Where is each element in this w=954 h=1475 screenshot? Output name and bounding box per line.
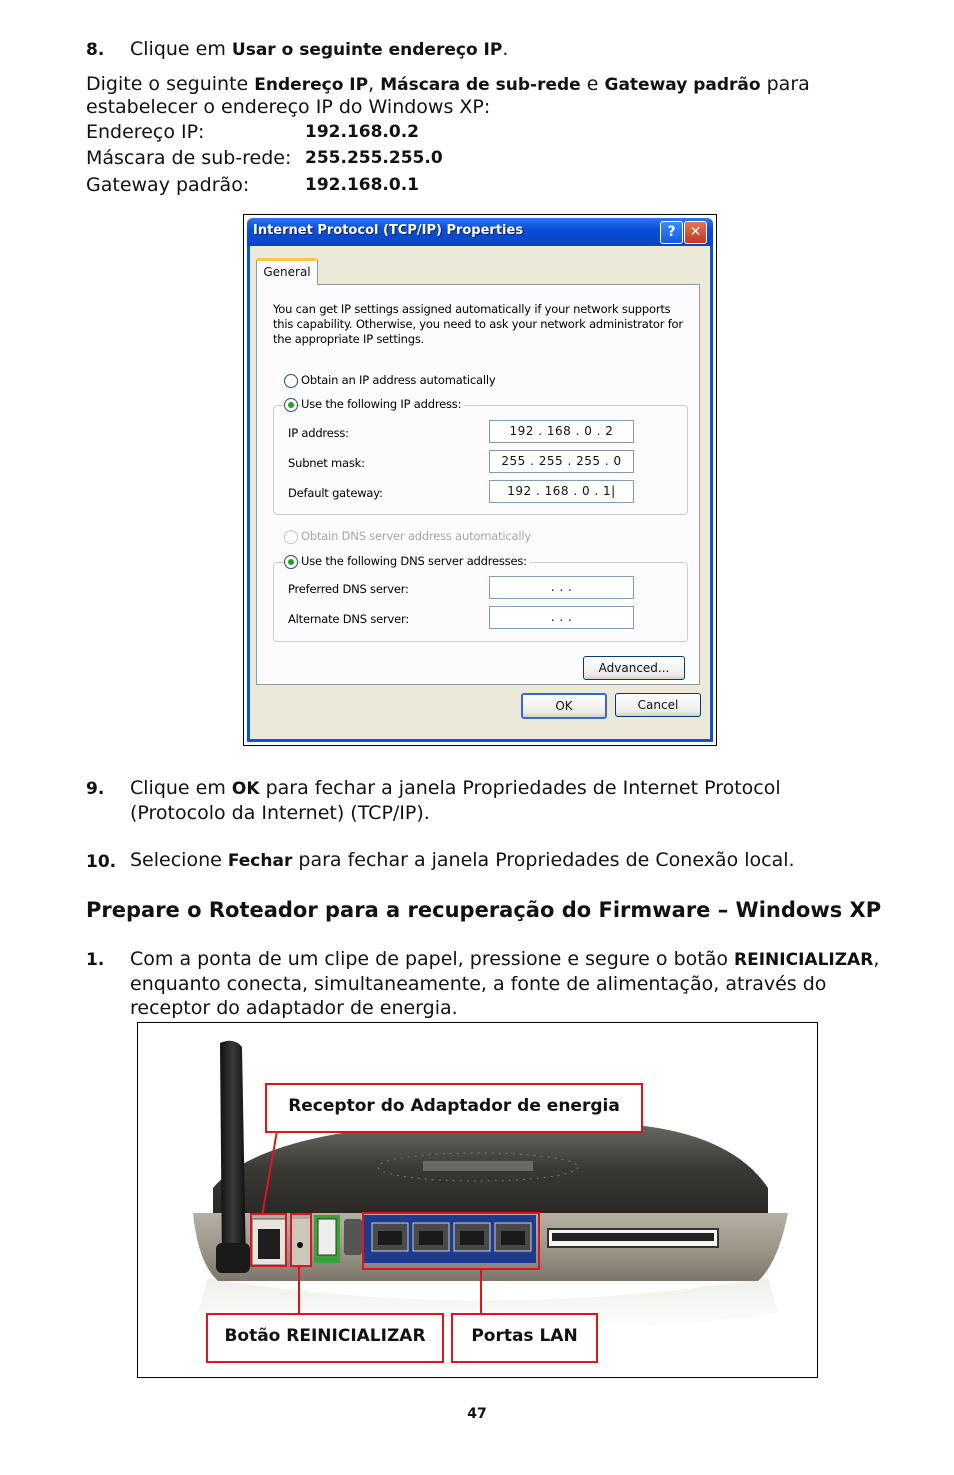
tcpip-dialog [247,218,713,742]
step-bold: REINICIALIZAR [734,950,874,970]
step-number: 10. [86,852,117,872]
intro-text: estabelecer o endereço IP do Windows XP: [86,96,491,118]
highlight-reset [290,1213,312,1267]
settings-value: 192.168.0.2 [305,122,420,142]
alternate-dns-label: Alternate DNS server: [288,612,410,626]
highlight-lan [362,1212,540,1270]
dialog-title: Internet Protocol (TCP/IP) Properties [253,223,524,238]
section-heading: Prepare o Roteador para a recuperação do Firmware – Windows XP [86,898,882,922]
step-bold: Usar o seguinte endereço IP [231,40,503,60]
radio-manual-dns-label: Use the following DNS server addresses: [301,554,530,568]
callout-power-adapter: Receptor do Adaptador de energia [265,1083,643,1133]
router-figure [137,1022,818,1378]
radio-auto-ip-label: Obtain an IP address automatically [301,373,496,387]
ip-address-label: IP address: [288,426,349,440]
step-number: 9. [86,779,105,799]
settings-label: Gateway padrão: [86,174,250,196]
intro-bold: Endereço IP [254,75,369,95]
step-text: enquanto conecta, simultaneamente, a fonte de alimentação, através do [130,973,827,995]
description-line: this capability. Otherwise, you need to ask your network administrator for [273,317,683,331]
step-text: Com a ponta de um clipe de papel, pressione e segure o botão [130,948,735,970]
step-text: para fechar a janela Propriedades de Conexão local. [292,849,795,871]
tab-panel [256,284,700,685]
settings-value: 255.255.255.0 [305,148,443,168]
radio-manual-ip[interactable] [284,398,298,412]
step-1-text [130,947,910,1020]
step-10-text [130,849,795,871]
dialog-client [250,246,710,739]
cancel-button[interactable]: Cancel [615,693,701,717]
settings-value: 192.168.0.1 [305,175,420,195]
step-8-text [130,38,508,60]
step-text: receptor do adaptador de energia. [130,997,458,1019]
step-number: 1. [86,950,105,970]
callout-reset-button: Botão REINICIALIZAR [206,1313,444,1363]
preferred-dns-label: Preferred DNS server: [288,582,409,596]
radio-auto-dns[interactable] [284,530,298,544]
highlight-power [250,1213,287,1267]
intro-text: para [760,73,810,95]
close-icon[interactable]: ✕ [684,221,707,244]
default-gateway-input[interactable]: 192 . 168 . 0 . 1| [489,480,634,503]
step-text: Selecione [130,849,228,871]
intro-text: e [580,73,605,95]
dns-group [273,562,688,642]
step-text: (Protocolo da Internet) (TCP/IP). [130,802,430,824]
preferred-dns-input[interactable]: . . . [489,576,634,599]
connector-lan [480,1270,482,1313]
default-gateway-label: Default gateway: [288,486,383,500]
step-bold: Fechar [227,851,293,871]
radio-auto-ip[interactable] [284,374,298,388]
step-text: . [502,38,509,60]
dialog-titlebar [247,218,713,246]
subnet-mask-label: Subnet mask: [288,456,365,470]
intro-text: , [368,73,381,95]
step-9-text [130,776,781,825]
advanced-button[interactable]: Advanced... [583,656,685,680]
step-text: Clique em [130,777,232,799]
subnet-mask-input[interactable]: 255 . 255 . 255 . 0 [489,450,634,473]
step-text: Clique em [130,38,232,60]
radio-auto-dns-label: Obtain DNS server address automatically [301,529,531,543]
page-number: 47 [467,1406,487,1422]
connector-reset [298,1267,300,1313]
intro-bold: Máscara de sub-rede [380,75,581,95]
step-number: 8. [86,40,105,60]
ip-address-input[interactable]: 192 . 168 . 0 . 2 [489,420,634,443]
step-text: para fechar a janela Propriedades de Internet Protocol [259,777,781,799]
settings-label: Endereço IP: [86,121,205,143]
description-line: the appropriate IP settings. [273,332,425,346]
intro-text: Digite o seguinte [86,73,255,95]
radio-manual-dns[interactable] [284,555,298,569]
radio-manual-ip-label: Use the following IP address: [301,397,464,411]
ok-button[interactable]: OK [521,693,607,719]
callout-lan-ports: Portas LAN [451,1313,598,1363]
dialog-screenshot [243,214,717,746]
intro-bold: Gateway padrão [604,75,761,95]
alternate-dns-input[interactable]: . . . [489,606,634,629]
step-text: , [873,948,880,970]
step-bold: OK [231,779,260,799]
dialog-description [273,302,683,347]
settings-label: Máscara de sub-rede: [86,147,292,169]
description-line: You can get IP settings assigned automatically if your network supports [273,302,671,316]
tab-general[interactable]: General [256,258,318,285]
help-icon[interactable]: ? [660,221,683,244]
intro-paragraph [86,73,886,118]
